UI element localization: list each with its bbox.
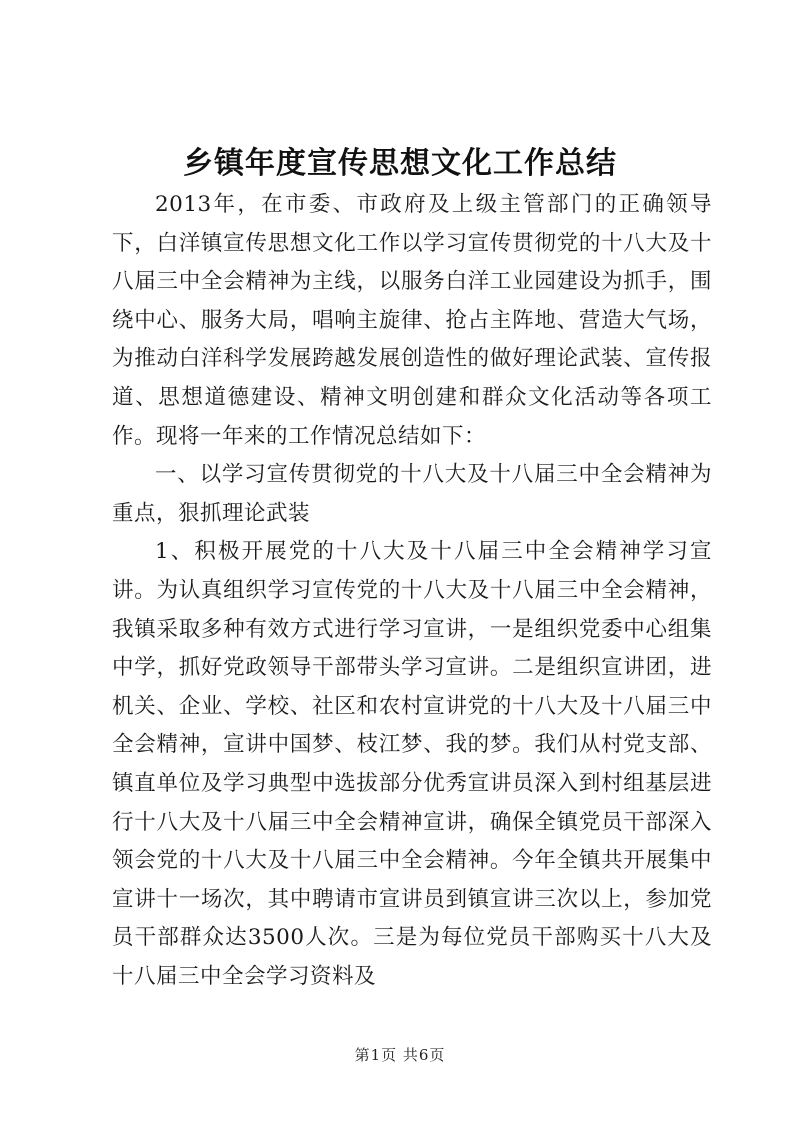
paragraph-section-1-item-1: 1、积极开展党的十八大及十八届三中全会精神学习宣讲。为认真组织学习宣传党的十八大及十八届三中全会精神，我镇采取多种有效方式进行学习宣讲，一是组织党委中心组集中学，抓好党政领导干部带头学习宣讲。二是组织宣讲团，进机关、企业、学校、社区和农村宣讲党的十八大及十八届三中全会精神，宣讲中国梦、枝江梦、我的梦。我们从村党支部、镇直单位及学习典型中选拔部分优秀宣讲员深入到村组基层进行十八大及十八届三中全会精神宣讲，确保全镇党员干部深入领会党的十八大及十八届三中全会精神。今年全镇共开展集中宣讲十一场次，其中聘请市宣讲员到镇宣讲三次以上，参加党员干部群众达3500人次。三是为每位党员干部购买十八大及十八届三中全会学习资料及 [112, 539, 712, 989]
section-heading-1: 一、以学习宣传贯彻党的十八大及十八届三中全会精神为重点，狠抓理论武装 [112, 462, 712, 526]
document-body [112, 186, 712, 996]
paragraph-intro: 2013年，在市委、市政府及上级主管部门的正确领导下，白洋镇宣传思想文化工作以学习宣传贯彻党的十八大及十八届三中全会精神为主线，以服务白洋工业园建设为抓手，围绕中心、服务大局，唱响主旋律、抢占主阵地、营造大气场，为推动白洋科学发展跨越发展创造性的做好理论武装、宣传报道、思想道德建设、精神文明创建和群众文化活动等各项工作。现将一年来的工作情况总结如下： [112, 192, 712, 449]
page-number-footer: 第1页 共6页 [354, 1046, 446, 1064]
document-title: 乡镇年度宣传思想文化工作总结 [183, 146, 617, 181]
